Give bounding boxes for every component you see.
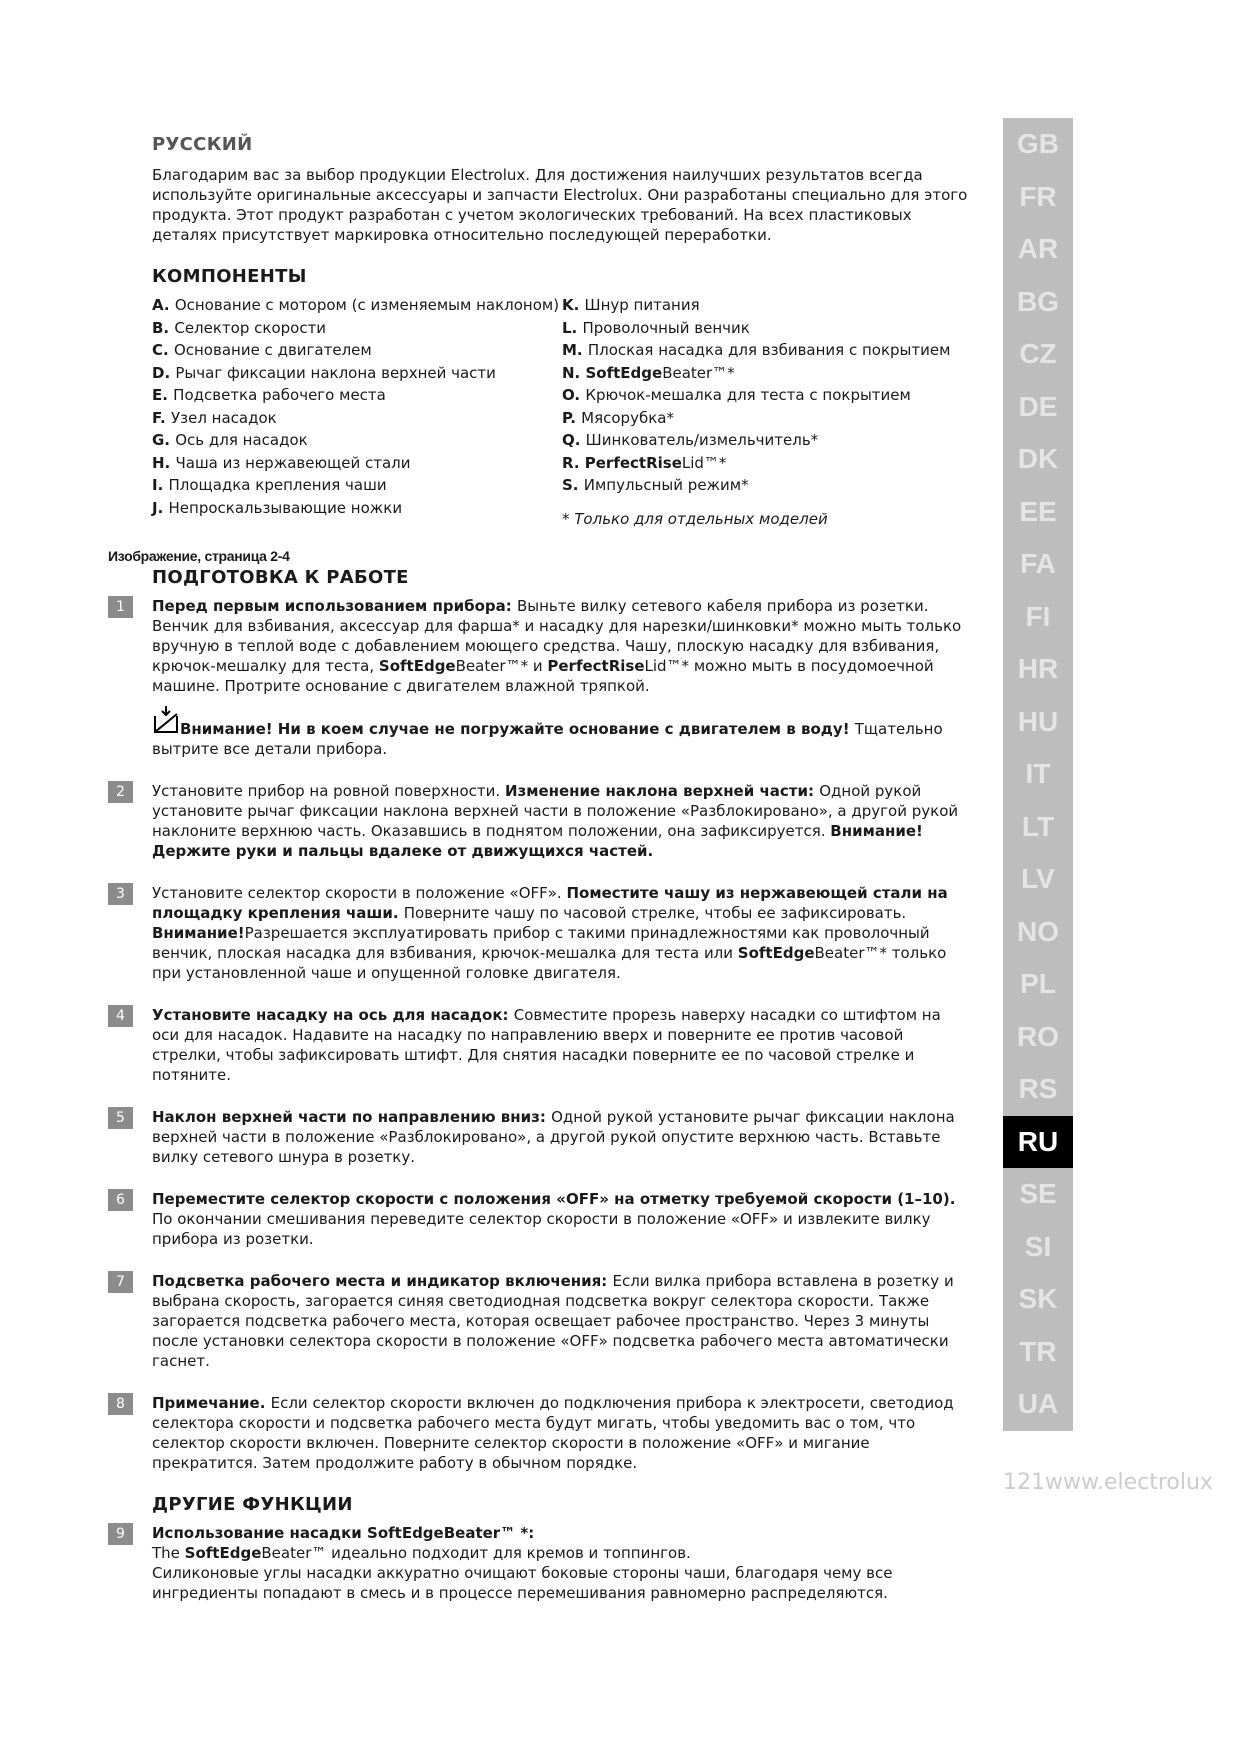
text-segment: Мясорубка* xyxy=(581,408,674,427)
text-segment: Площадка крепления чаши xyxy=(168,476,387,494)
text-segment: Одной рукой установите рычаг фиксации наклона верхней части в положение «Разблокировано», а другой рукой опустите верхнюю часть. Вставьте вилку сетевого шнура в розетку. xyxy=(152,1107,955,1166)
language-tab-hr[interactable]: HR xyxy=(1017,653,1059,684)
text-segment: Перед первым использованием прибора: xyxy=(152,596,517,615)
component-item xyxy=(152,453,562,473)
image-reference: Изображение, страница 2-4 xyxy=(108,547,290,564)
text-segment: Внимание! xyxy=(152,923,245,942)
language-tab-bg[interactable]: BG xyxy=(1017,285,1059,317)
step-number: 3 xyxy=(108,883,133,905)
step-text xyxy=(152,596,972,696)
text-segment: Основание с двигателем xyxy=(173,341,372,359)
main-content xyxy=(108,134,972,1625)
text-segment: Установите насадку на ось для насадок: xyxy=(152,1005,514,1024)
step-line xyxy=(152,1563,972,1603)
text-segment: Поместите чашу из нержавеющей стали на площадку крепления чаши. xyxy=(152,883,948,922)
text-segment: Тщательно вытрите все детали прибора. xyxy=(152,719,943,758)
text-segment: D. xyxy=(152,363,176,382)
step-number: 2 xyxy=(108,781,133,803)
text-segment: Подсветка рабочего места и индикатор включения: xyxy=(152,1271,613,1290)
text-segment: Если селектор скорости включен до подключения прибора к электросети, светодиод селектора скорости и подсветка рабочего места будут мигать, чтобы уведомить вас о том, что селектор скорости включен. Поверните селектор скорости в положение «OFF» и мигание прекратится. Затем продолжите работу в обычном порядке. xyxy=(152,1393,954,1472)
step-number: 5 xyxy=(108,1107,133,1129)
text-segment: Beater™* xyxy=(662,363,735,382)
text-segment: I. xyxy=(152,476,169,494)
text-segment: L. xyxy=(562,318,583,337)
text-segment: J. xyxy=(152,498,169,517)
text-segment: M. xyxy=(562,341,588,359)
text-segment: По окончании смешивания переведите селектор скорости в положение «OFF» и извлеките вилку прибора из розетки. xyxy=(152,1209,931,1248)
language-tab-lt[interactable]: LT xyxy=(1021,810,1055,842)
text-segment: Lid™* xyxy=(681,453,727,472)
text-segment: Внимание! Ни в коем случае не погружайте основание с двигателем в воду! xyxy=(180,719,855,738)
text-segment: SoftEdge xyxy=(737,943,815,962)
text-segment: Переместите селектор скорости с положения «OFF» на отметку требуемой скорости (1–10). xyxy=(152,1189,956,1208)
text-segment: Lid™* можно мыть в посудомоечной машине. Протрите основание с двигателем влажной тряпкой. xyxy=(152,656,934,695)
no-immersion-icon xyxy=(152,720,180,738)
footer-page-url: 121www.electrolux xyxy=(1003,1470,1213,1495)
text-segment: K. xyxy=(562,296,585,314)
component-item xyxy=(152,340,562,360)
text-segment: Импульсный режим* xyxy=(583,476,749,494)
text-segment: Установите прибор на ровной поверхности. xyxy=(152,781,505,800)
components-right xyxy=(562,295,972,532)
language-tab-it[interactable]: IT xyxy=(1025,758,1051,789)
component-item xyxy=(152,475,562,495)
language-tab-lv[interactable]: LV xyxy=(1021,863,1055,894)
language-tab-si[interactable]: SI xyxy=(1024,1230,1052,1262)
preparation-steps xyxy=(116,596,972,1473)
text-segment: Изменение наклона верхней части: xyxy=(504,781,820,800)
step-number: 1 xyxy=(108,596,133,618)
text-segment: Селектор скорости xyxy=(174,318,327,337)
text-segment: Поверните чашу по часовой стрелке, чтобы ее зафиксировать. xyxy=(403,903,907,922)
text-segment: R. PerfectRise xyxy=(562,453,682,472)
text-segment: Шнур питания xyxy=(584,296,700,314)
step-5 xyxy=(116,1107,972,1167)
language-tab-hu[interactable]: HU xyxy=(1017,705,1059,737)
components-list xyxy=(152,295,972,532)
text-segment: Установите селектор скорости в положение «OFF». xyxy=(152,883,567,902)
language-tab-ee[interactable]: EE xyxy=(1019,495,1057,527)
language-tab-de[interactable]: DE xyxy=(1018,390,1058,422)
text-segment: Непроскальзывающие ножки xyxy=(168,498,403,517)
text-segment: E. xyxy=(152,386,174,404)
text-segment: G. xyxy=(152,431,176,449)
component-item xyxy=(562,295,972,315)
text-segment: Силиконовые углы насадки аккуратно очищают боковые стороны чаши, благодаря чему все ингредиенты попадают в смесь и в процессе перемешивания равномерно распределяются. xyxy=(152,1563,893,1602)
step-number: 8 xyxy=(108,1393,133,1415)
component-item xyxy=(152,498,562,518)
language-tab-dk[interactable]: DK xyxy=(1017,443,1059,474)
text-segment: The xyxy=(152,1543,185,1562)
component-item xyxy=(562,340,972,360)
text-segment: Подсветка рабочего места xyxy=(173,386,386,404)
component-item xyxy=(562,408,972,428)
text-segment: H. xyxy=(152,453,176,472)
language-tab-ar[interactable]: AR xyxy=(1017,233,1059,264)
component-item xyxy=(152,430,562,450)
step-text xyxy=(152,1189,972,1249)
component-item xyxy=(152,408,562,428)
step-8 xyxy=(116,1393,972,1473)
text-segment: O. xyxy=(562,386,586,404)
language-tabs xyxy=(1003,118,1073,1431)
text-segment: Ось для насадок xyxy=(175,431,308,449)
step-text xyxy=(152,1107,972,1167)
text-segment: Наклон верхней части по направлению вниз: xyxy=(152,1107,552,1126)
text-segment: F. xyxy=(152,408,171,427)
language-tab-tr[interactable]: TR xyxy=(1019,1335,1057,1367)
step-9 xyxy=(116,1523,972,1603)
components-heading: КОМПОНЕНТЫ xyxy=(152,266,307,287)
step-line xyxy=(152,1543,972,1563)
text-segment: A. xyxy=(152,296,175,314)
text-segment: Основание с мотором (с изменяемым наклоном) xyxy=(174,296,560,314)
component-item xyxy=(562,363,972,383)
step-text xyxy=(152,781,972,861)
text-segment: Совместите прорезь наверху насадки со штифтом на оси для насадок. Надавите на насадку по направлению вверх и поверните ее против часовой стрелки, чтобы зафиксировать штифт. Для снятия насадки поверните ее по часовой стрелке и потяните. xyxy=(152,1005,941,1084)
language-tab-fa[interactable]: FA xyxy=(1020,548,1056,579)
step-text xyxy=(152,1271,972,1371)
text-segment: Плоская насадка для взбивания с покрытием xyxy=(587,341,951,359)
components-left xyxy=(152,295,562,532)
language-tab-cz[interactable]: CZ xyxy=(1019,338,1057,369)
text-segment: N. SoftEdge xyxy=(562,363,663,382)
intro-text: Благодарим вас за выбор продукции Electrolux. Для достижения наилучших результатов всегда используйте оригинальные аксессуары и запчасти Electrolux. Они разработаны специально для этого продукта. Этот продукт разработан с учетом экологических требований. На всех пластиковых деталях присутствует маркировка относительно последующей переработки. xyxy=(152,166,968,244)
language-tab-fi[interactable]: FI xyxy=(1025,600,1051,632)
step-4 xyxy=(116,1005,972,1085)
step-text xyxy=(152,1005,972,1085)
warning-text xyxy=(152,704,972,759)
text-segment: Шинкователь/измельчитель* xyxy=(585,431,819,449)
text-segment: Внимание! Держите руки и пальцы вдалеке от движущихся частей. xyxy=(152,821,923,860)
step-number: 4 xyxy=(108,1005,133,1027)
text-segment: Рычаг фиксации наклона верхней части xyxy=(175,363,496,382)
step-2 xyxy=(116,781,972,861)
component-item xyxy=(562,385,972,405)
language-tab-pl[interactable]: PL xyxy=(1020,968,1056,999)
component-item xyxy=(152,385,562,405)
language-heading: РУССКИЙ xyxy=(152,134,253,155)
text-segment: B. xyxy=(152,318,175,337)
component-item xyxy=(562,430,972,450)
text-segment: C. xyxy=(152,341,174,359)
language-tab-sk[interactable]: SK xyxy=(1018,1283,1058,1314)
component-item xyxy=(562,475,972,495)
step-text xyxy=(152,1523,972,1543)
step-1 xyxy=(116,596,972,759)
preparation-heading: ПОДГОТОВКА К РАБОТЕ xyxy=(152,566,409,588)
text-segment: Beater™ *: xyxy=(443,1523,535,1542)
text-segment: S. xyxy=(562,476,584,494)
text-segment: Чаша из нержавеющей стали xyxy=(175,453,411,472)
component-item xyxy=(152,295,562,315)
component-item xyxy=(152,318,562,338)
text-segment: Примечание. xyxy=(152,1393,271,1412)
language-tab-gb[interactable]: GB xyxy=(1017,128,1059,159)
text-segment: Q. xyxy=(562,431,586,449)
other-functions-heading: ДРУГИЕ ФУНКЦИИ xyxy=(152,1493,353,1515)
text-segment: Beater™* и xyxy=(455,656,548,675)
language-tab-ua[interactable]: UA xyxy=(1017,1388,1059,1419)
step-number: 6 xyxy=(108,1189,133,1211)
text-segment: PerfectRise xyxy=(547,656,645,675)
step-number: 7 xyxy=(108,1271,133,1293)
text-segment: Выньте вилку сетевого кабеля прибора из розетки. Венчик для взбивания, аксессуар для фарша* и насадку для нарезки/шинковки* можно мыть только вручную в теплой воде с добавлением моющего средства. Чашу, плоскую насадку для взбивания, крючок-мешалку для теста, xyxy=(152,596,962,675)
text-segment: Узел насадок xyxy=(170,408,277,427)
language-tab-no[interactable]: NO xyxy=(1017,915,1059,947)
text-segment: SoftEdge xyxy=(184,1543,262,1562)
language-tab-fr[interactable]: FR xyxy=(1019,180,1057,212)
text-segment: P. xyxy=(562,408,582,427)
step-text xyxy=(152,1393,972,1473)
text-segment: Одной рукой установите рычаг фиксации наклона верхней части в положение «Разблокировано», а другой рукой наклоните верхнюю часть. Оказавшись в поднятом положении, она зафиксируется. xyxy=(152,781,959,840)
step-text xyxy=(152,883,972,983)
step-number: 9 xyxy=(108,1523,133,1545)
text-segment: Beater™* только при установленной чаше и опущенной головке двигателя. xyxy=(152,943,947,982)
language-tab-ru[interactable]: RU xyxy=(1003,1116,1073,1169)
text-segment: Beater™ идеально подходит для кремов и топпингов. xyxy=(261,1543,691,1562)
text-segment: SoftEdge xyxy=(378,656,456,675)
step-3 xyxy=(116,883,972,983)
text-segment: Использование насадки SoftEdge xyxy=(152,1523,444,1542)
text-segment: Если вилка прибора вставлена в розетку и выбрана скорость, загорается синяя светодиодная подсветка вокруг селектора скорости. Также загорается подсветка рабочего места, которая освещает рабочее пространство. Через 3 минуты после установки селектора скорости в положение «OFF» подсветка рабочего места автоматически гаснет. xyxy=(152,1271,954,1370)
step-7 xyxy=(116,1271,972,1371)
text-segment: Крючок-мешалка для теста с покрытием xyxy=(585,386,911,404)
component-item xyxy=(562,318,972,338)
models-note: * Только для отдельных моделей xyxy=(562,510,828,528)
component-item xyxy=(562,453,972,473)
language-tab-rs[interactable]: RS xyxy=(1018,1073,1058,1104)
step-6 xyxy=(116,1189,972,1249)
language-tab-se[interactable]: SE xyxy=(1019,1178,1057,1209)
component-item xyxy=(152,363,562,383)
language-tab-ro[interactable]: RO xyxy=(1017,1020,1059,1052)
text-segment: Проволочный венчик xyxy=(582,318,750,337)
other-steps xyxy=(116,1523,972,1603)
text-segment: Разрешается эксплуатировать прибор с такими принадлежностями как проволочный венчик, плоская насадка для взбивания, крючок-мешалка для теста или xyxy=(152,923,930,962)
